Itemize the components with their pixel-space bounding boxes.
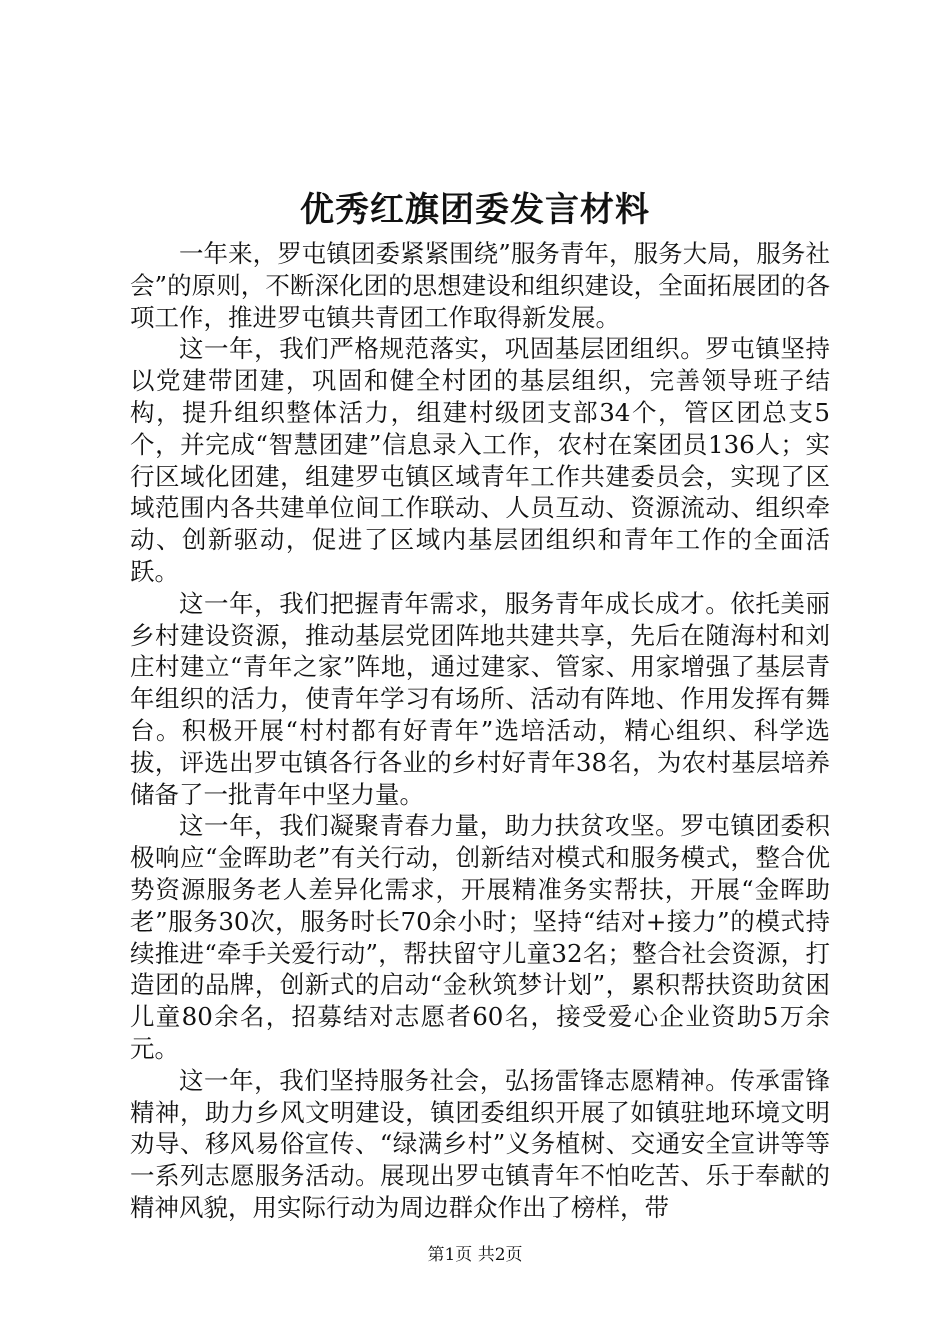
paragraph-volunteer-service: 这一年，我们坚持服务社会，弘扬雷锋志愿精神。传承雷锋精神，助力乡风文明建设，镇团委组织开展了如镇驻地环境文明劝导、移风易俗宣传、“绿满乡村”义务植树、交通安全宣讲等等一系列志愿服务活动。展现出罗屯镇青年不怕吃苦、乐于奉献的精神风貌，用实际行动为周边群众作出了榜样，带	[130, 1065, 830, 1222]
document-title: 优秀红旗团委发言材料	[300, 190, 650, 230]
paragraph-intro: 一年来，罗屯镇团委紧紧围绕”服务青年，服务大局，服务社会”的原则，不断深化团的思想建设和组织建设，全面拓展团的各项工作，推进罗屯镇共青团工作取得新发展。	[130, 239, 830, 332]
paragraph-organization: 这一年，我们严格规范落实，巩固基层团组织。罗屯镇坚持以党建带团建，巩固和健全村团的基层组织，完善领导班子结构，提升组织整体活力，组建村级团支部34个，管区团总支5个，并完成“智慧团建”信息录入工作，农村在案团员136人；实行区域化团建，组建罗屯镇区域青年工作共建委员会，实现了区域范围内各共建单位间工作联动、人员互动、资源流动、组织牵动、创新驱动，促进了区域内基层团组织和青年工作的全面活跃。	[130, 334, 830, 586]
paragraph-poverty-alleviation: 这一年，我们凝聚青春力量，助力扶贫攻坚。罗屯镇团委积极响应“金晖助老”有关行动，创新结对模式和服务模式，整合优势资源服务老人差异化需求，开展精准务实帮扶，开展“金晖助老”服务30次，服务时长70余小时；坚持“结对+接力”的模式持续推进“牵手关爱行动”，帮扶留守儿童32名；整合社会资源，打造团的品牌，创新式的启动“金秋筑梦计划”，累积帮扶资助贫困儿童80余名，招募结对志愿者60名，接受爱心企业资助5万余元。	[130, 811, 830, 1063]
document-body	[130, 238, 830, 1224]
paragraph-youth-needs: 这一年，我们把握青年需求，服务青年成长成才。依托美丽乡村建设资源，推动基层党团阵地共建共享，先后在随海村和刘庄村建立“青年之家”阵地，通过建家、管家、用家增强了基层青年组织的活力，使青年学习有场所、活动有阵地、作用发挥有舞台。积极开展“村村都有好青年”选培活动，精心组织、科学选拔，评选出罗屯镇各行各业的乡村好青年38名，为农村基层培养储备了一批青年中坚力量。	[130, 588, 830, 809]
page-footer: 第1页 共2页	[427, 1245, 523, 1265]
